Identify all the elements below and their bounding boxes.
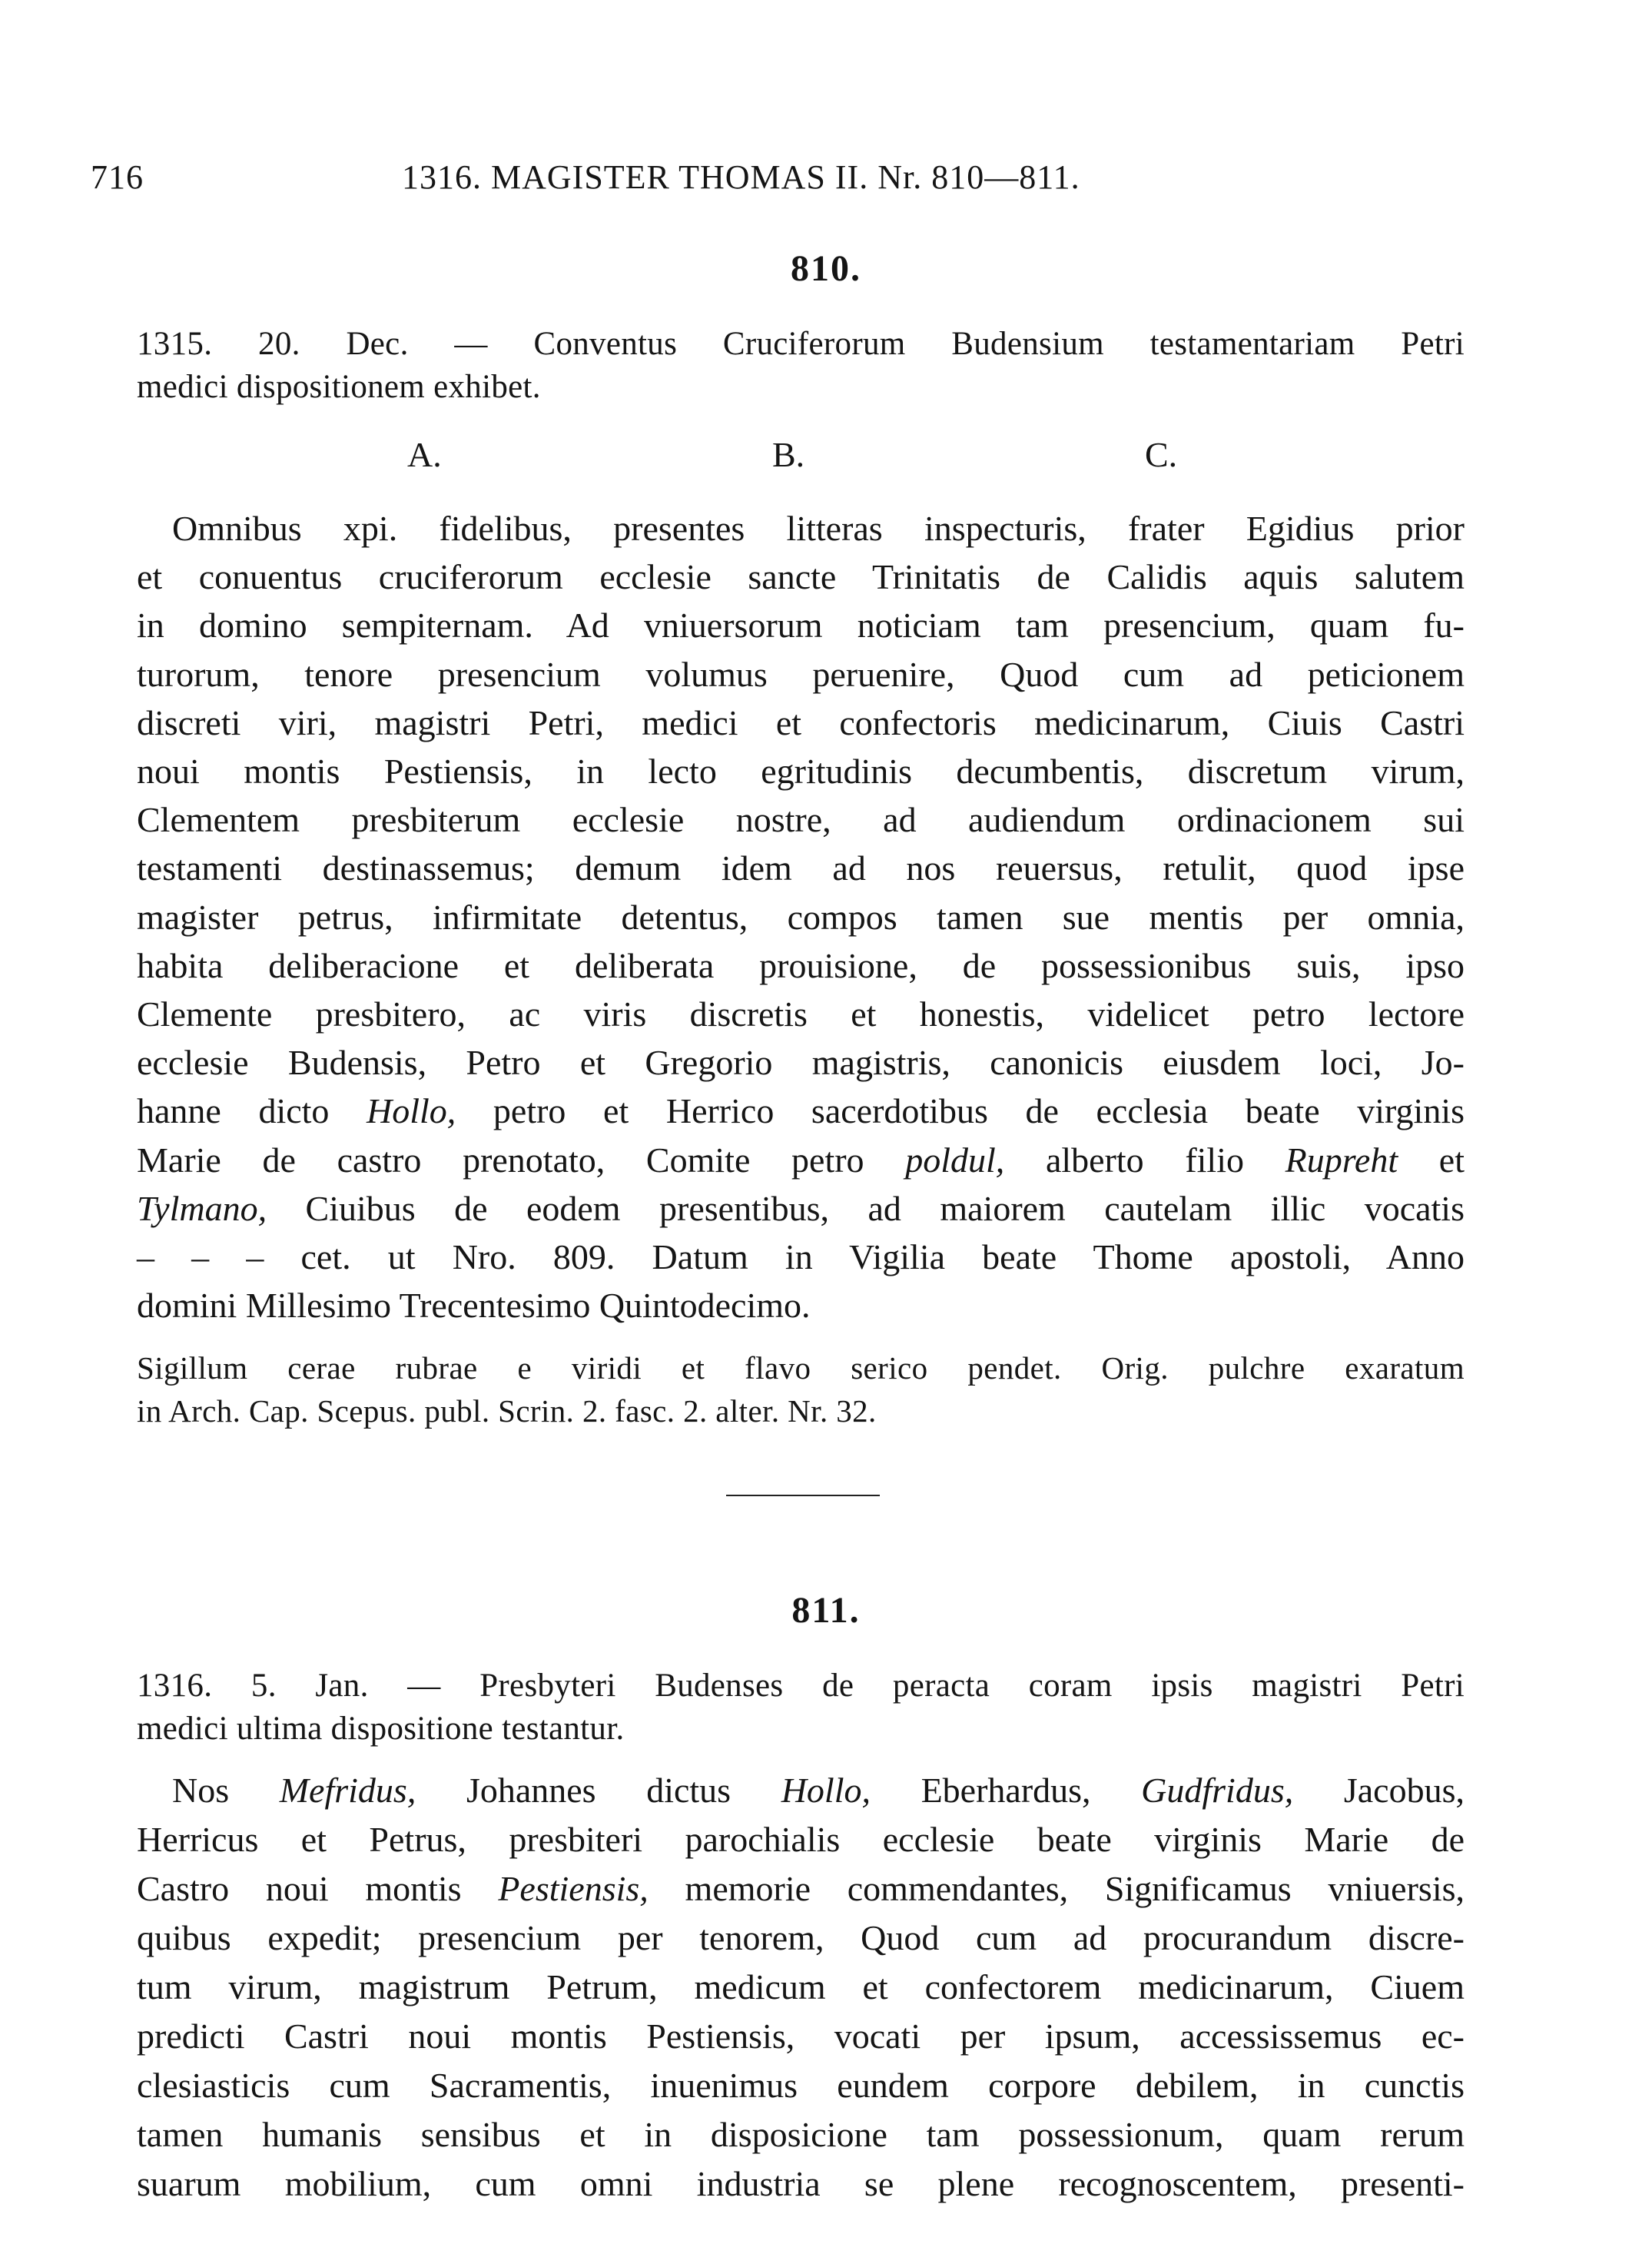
note-line-1: Sigillum cerae rubrae e viridi et flavo serico pendet. Orig. pulchre exaratum	[137, 1350, 1465, 1386]
column-c: C.	[1145, 435, 1178, 474]
archival-note-810	[137, 1346, 1465, 1432]
regest-811-line-2: medici ultima dispositione testantur.	[137, 1711, 625, 1747]
text-line: ecclesie Budensis, Petro et Gregorio magistris, canonicis eiusdem loci, Jo-	[137, 1043, 1465, 1083]
text-line: predicti Castri noui montis Pestiensis, vocati per ipsum, accessissemus ec-	[137, 2016, 1465, 2056]
charter-text-811	[137, 1766, 1465, 2209]
text-segment: Ciuibus de eodem presentibus, ad maiorem cautelam illic vocatis	[267, 1188, 1465, 1228]
italic-name: poldul,	[905, 1140, 1005, 1180]
text-segment: Jacobus,	[1293, 1771, 1465, 1810]
text-line: testamenti destinassemus; demum idem ad nos reuersus, retulit, quod ipse	[137, 848, 1465, 888]
text-line: noui montis Pestiensis, in lecto egritudinis decumbentis, discretum virum,	[137, 752, 1465, 792]
column-a: A.	[407, 435, 442, 474]
text-line	[137, 1864, 1465, 1914]
running-head: 1316. MAGISTER THOMAS II. Nr. 810—811.	[402, 158, 1080, 196]
text-line: et conuentus cruciferorum ecclesie sancte Trinitatis de Calidis aquis salutem	[137, 557, 1465, 597]
text-segment: Marie de castro prenotato, Comite petro	[137, 1140, 906, 1180]
text-segment: Eberhardus,	[870, 1771, 1142, 1810]
text-segment: Castro noui montis	[137, 1869, 499, 1908]
text-line: clesiasticis cum Sacramentis, inuenimus eundem corpore debilem, in cunctis	[137, 2066, 1465, 2105]
regest-810-line-1: 1315. 20. Dec. — Conventus Cruciferorum Budensium testamentariam Petri	[137, 326, 1465, 362]
text-segment: Johannes dictus	[416, 1771, 781, 1810]
italic-name: Hollo,	[367, 1091, 456, 1131]
italic-name: Rupreht	[1285, 1140, 1398, 1180]
document-number-811: 811.	[791, 1590, 861, 1631]
document-number-810: 810.	[791, 248, 861, 289]
italic-name: Gudfridus,	[1141, 1771, 1294, 1810]
text-line: – – – cet. ut Nro. 809. Datum in Vigilia beate Thome apostoli, Anno	[137, 1237, 1465, 1277]
text-line: tum virum, magistrum Petrum, medicum et confectorem medicinarum, Ciuem	[137, 1967, 1465, 2006]
italic-name: Hollo,	[781, 1771, 871, 1810]
text-line	[137, 1184, 1465, 1233]
running-header	[91, 158, 1474, 204]
regest-810	[137, 323, 1465, 409]
text-line: Clementem presbiterum ecclesie nostre, ad audiendum ordinacionem sui	[137, 800, 1465, 840]
text-line: suarum mobilium, cum omni industria se plene recognoscentem, presenti-	[137, 2164, 1465, 2203]
regest-810-line-2: medici dispositionem exhibet.	[137, 369, 541, 405]
text-line: habita deliberacione et deliberata prouisione, de possessionibus suis, ipso	[137, 945, 1465, 985]
note-line-2: in Arch. Cap. Scepus. publ. Scrin. 2. fasc. 2. alter. Nr. 32.	[137, 1393, 877, 1429]
regest-811-line-1: 1316. 5. Jan. — Presbyteri Budenses de peracta coram ipsis magistri Petri	[137, 1668, 1465, 1704]
text-line: domini Millesimo Trecentesimo Quintodecimo.	[137, 1286, 811, 1326]
regest-811	[137, 1665, 1465, 1751]
section-divider	[726, 1495, 880, 1496]
text-line: discreti viri, magistri Petri, medici et confectoris medicinarum, Ciuis Castri	[137, 702, 1465, 742]
text-segment: et	[1398, 1140, 1465, 1180]
text-segment: memorie commendantes, Significamus vniuersis,	[648, 1869, 1465, 1908]
text-line	[137, 1766, 1465, 1815]
text-line: Herricus et Petrus, presbiteri parochialis ecclesie beate virginis Marie de	[137, 1820, 1465, 1859]
text-segment: petro et Herrico sacerdotibus de ecclesia beate virginis	[456, 1091, 1465, 1131]
text-line: quibus expedit; presencium per tenorem, Quod cum ad procurandum discre-	[137, 1918, 1465, 1957]
column-b: B.	[772, 435, 805, 474]
text-segment: alberto filio	[1004, 1140, 1285, 1180]
text-line	[137, 1136, 1465, 1184]
italic-name: Tylmano,	[137, 1188, 267, 1228]
text-line: magister petrus, infirmitate detentus, compos tamen sue mentis per omnia,	[137, 897, 1465, 937]
text-line	[137, 1087, 1465, 1135]
page-number: 716	[91, 158, 144, 196]
italic-name: Mefridus,	[279, 1771, 416, 1810]
charter-text-810	[137, 504, 1465, 1329]
italic-name: Pestiensis,	[498, 1869, 649, 1908]
text-line: Clemente presbitero, ac viris discretis et honestis, videlicet petro lectore	[137, 994, 1465, 1034]
text-line: tamen humanis sensibus et in disposicione tam possessionum, quam rerum	[137, 2115, 1465, 2154]
text-line: in domino sempiternam. Ad vniuersorum noticiam tam presencium, quam fu-	[137, 606, 1465, 646]
text-line: Omnibus xpi. fidelibus, presentes litteras inspecturis, frater Egidius prior	[137, 509, 1465, 548]
text-segment: hanne dicto	[137, 1091, 367, 1131]
text-segment: Nos	[137, 1771, 280, 1810]
manuscript-columns	[0, 434, 1652, 480]
text-line: turorum, tenore presencium volumus peruenire, Quod cum ad peticionem	[137, 654, 1465, 694]
